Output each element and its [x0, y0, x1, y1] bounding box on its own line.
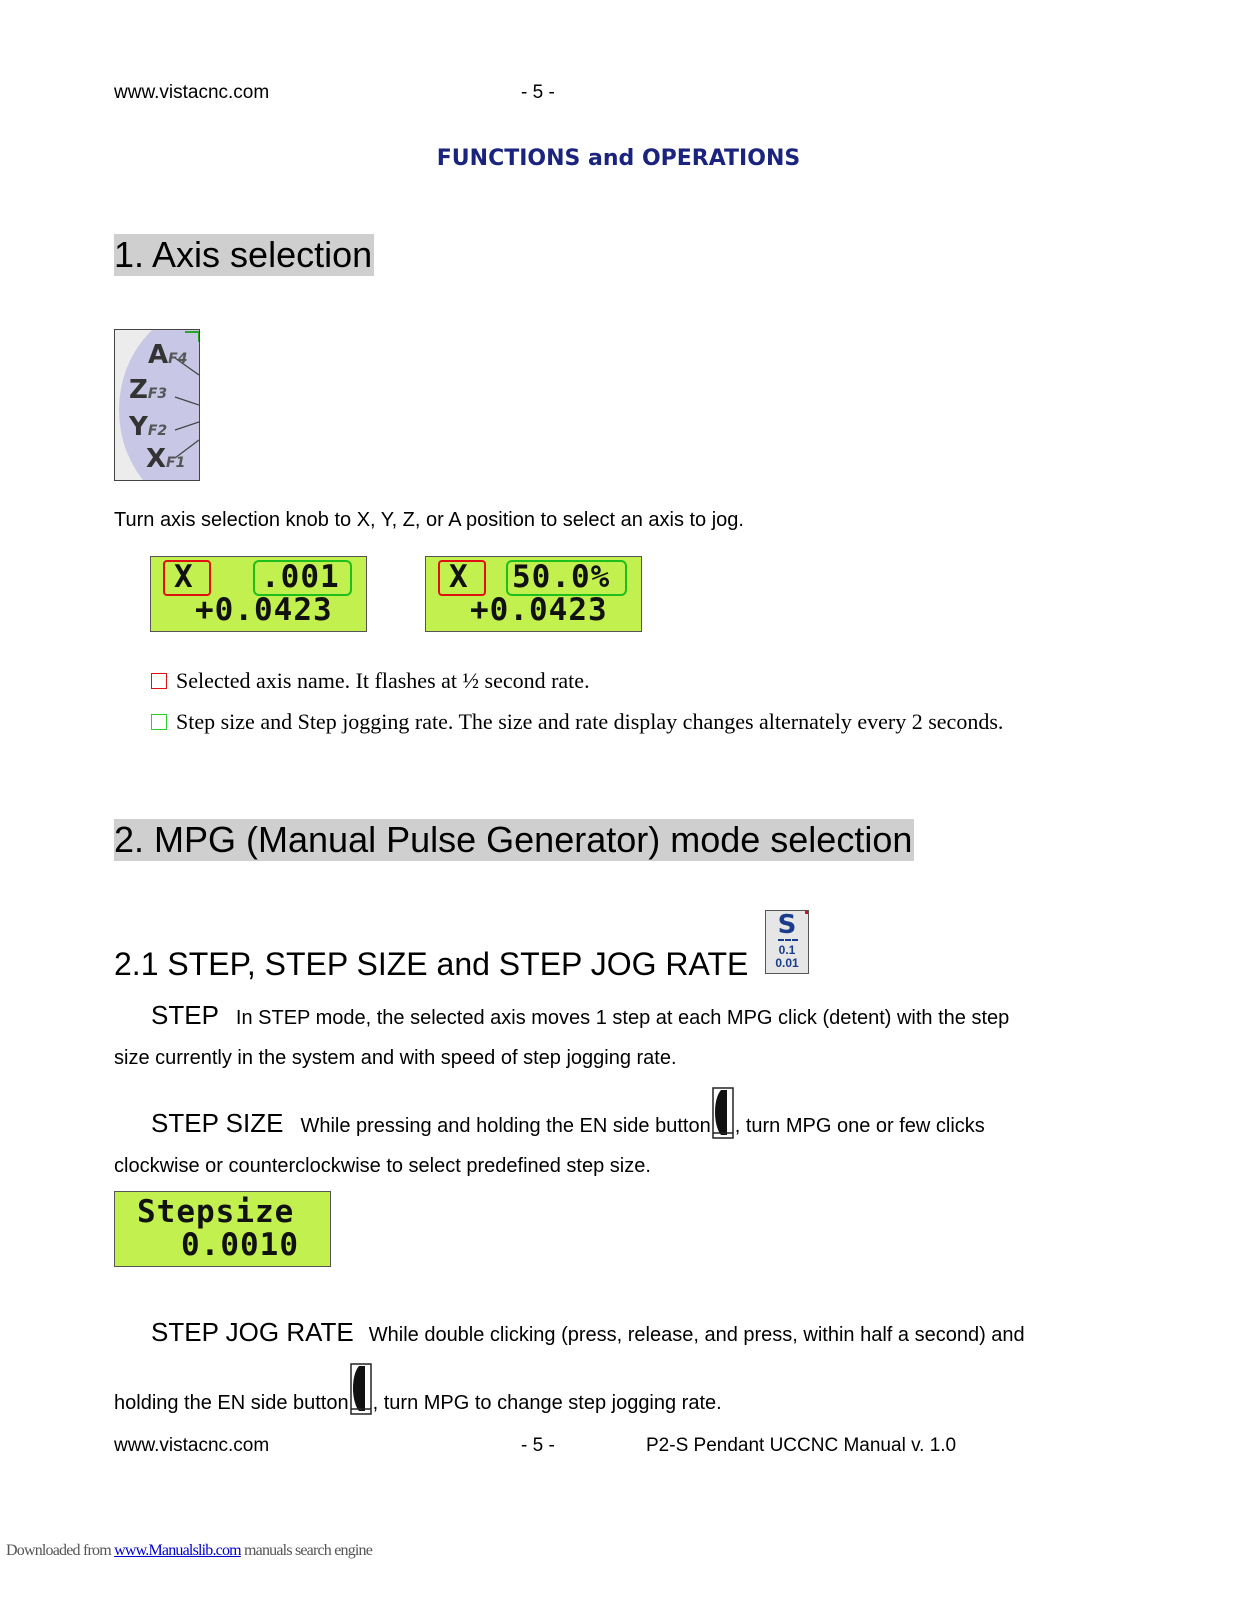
- jograte-text-2b: , turn MPG to change step jogging rate.: [372, 1392, 722, 1414]
- step-keyword: STEP: [151, 1000, 219, 1030]
- legend-green: [151, 709, 1003, 735]
- stepsize-text-1b: , turn MPG one or few clicks: [734, 1115, 985, 1137]
- jograte-paragraph-line1: [151, 1317, 1025, 1348]
- jograte-keyword: STEP JOG RATE: [151, 1317, 354, 1347]
- step-icon-v2: 0.01: [775, 956, 799, 970]
- lcd-display-stepsize: [114, 1191, 331, 1267]
- step-icon-dash: [778, 939, 798, 941]
- stepsize-paragraph-line1: [151, 1108, 985, 1139]
- step-icon-letter: S: [777, 910, 797, 940]
- step-text-1: In STEP mode, the selected axis moves 1 step at each MPG click (detent) with the step: [235, 1007, 1010, 1029]
- jograte-text-2a: holding the EN side button: [114, 1392, 349, 1414]
- download-prefix: Downloaded from: [6, 1542, 115, 1559]
- lcd3-line1: Stepsize: [137, 1194, 295, 1230]
- document-title: FUNCTIONS and OPERATIONS: [436, 146, 801, 171]
- stepsize-text-1a: While pressing and holding the EN side button: [300, 1115, 711, 1137]
- lcd3-line2: 0.0010: [181, 1227, 299, 1263]
- legend-red-text: Selected axis name. It flashes at ½ second rate.: [176, 668, 590, 693]
- download-notice: [6, 1542, 372, 1560]
- axis-instruction: Turn axis selection knob to X, Y, Z, or A position to select an axis to jog.: [114, 509, 744, 531]
- red-square-icon: [151, 673, 167, 689]
- step-mode-icon: [765, 910, 809, 974]
- download-suffix: manuals search engine: [240, 1542, 373, 1559]
- axis-selection-knob-image: [114, 329, 200, 481]
- lcd-display-jog-rate: [425, 556, 642, 632]
- subsection-2-1-heading: 2.1 STEP, STEP SIZE and STEP JOG RATE: [114, 946, 749, 982]
- step-paragraph-line2: size currently in the system and with speed of step jogging rate.: [114, 1047, 677, 1069]
- stepsize-keyword: STEP SIZE: [151, 1108, 284, 1138]
- lcd2-value: 50.0%: [512, 559, 611, 595]
- green-square-icon: [151, 714, 167, 730]
- knob-label-z: ZF3: [129, 375, 168, 405]
- jograte-paragraph-line2: [114, 1392, 722, 1415]
- knob-label-a: AF4: [148, 340, 188, 370]
- stepsize-paragraph-line2: clockwise or counterclockwise to select predefined step size.: [114, 1155, 651, 1177]
- lcd-display-step-size: [150, 556, 367, 632]
- lcd1-axis: X: [174, 559, 194, 595]
- footer-site: www.vistacnc.com: [114, 1435, 270, 1456]
- lcd2-position: +0.0423: [470, 592, 608, 628]
- footer-page-number: - 5 -: [521, 1435, 555, 1456]
- section-1-heading: 1. Axis selection: [114, 234, 373, 275]
- header-site: www.vistacnc.com: [114, 82, 270, 103]
- legend-red: [151, 668, 590, 694]
- step-paragraph-line1: [151, 1000, 1009, 1031]
- lcd1-value: .001: [261, 559, 340, 595]
- step-icon-corner: [805, 911, 808, 914]
- jograte-text-1: While double clicking (press, release, and press, within half a second) and: [368, 1324, 1025, 1346]
- footer-manual-title: P2-S Pendant UCCNC Manual v. 1.0: [646, 1435, 957, 1456]
- lcd2-axis: X: [449, 559, 469, 595]
- legend-green-text: Step size and Step jogging rate. The size and rate display changes alternately every 2 seconds.: [176, 709, 1004, 734]
- manualslib-link[interactable]: www.Manualslib.com: [114, 1542, 241, 1559]
- lcd1-position: +0.0423: [195, 592, 333, 628]
- knob-label-y: YF2: [129, 412, 168, 442]
- step-icon-v1: 0.1: [778, 943, 796, 957]
- knob-label-x: XF1: [146, 444, 186, 474]
- en-button-icon: [711, 1109, 735, 1139]
- header-page-number: - 5 -: [521, 82, 555, 103]
- section-2-heading: 2. MPG (Manual Pulse Generator) mode selection: [114, 819, 913, 860]
- en-button-icon: [349, 1393, 373, 1415]
